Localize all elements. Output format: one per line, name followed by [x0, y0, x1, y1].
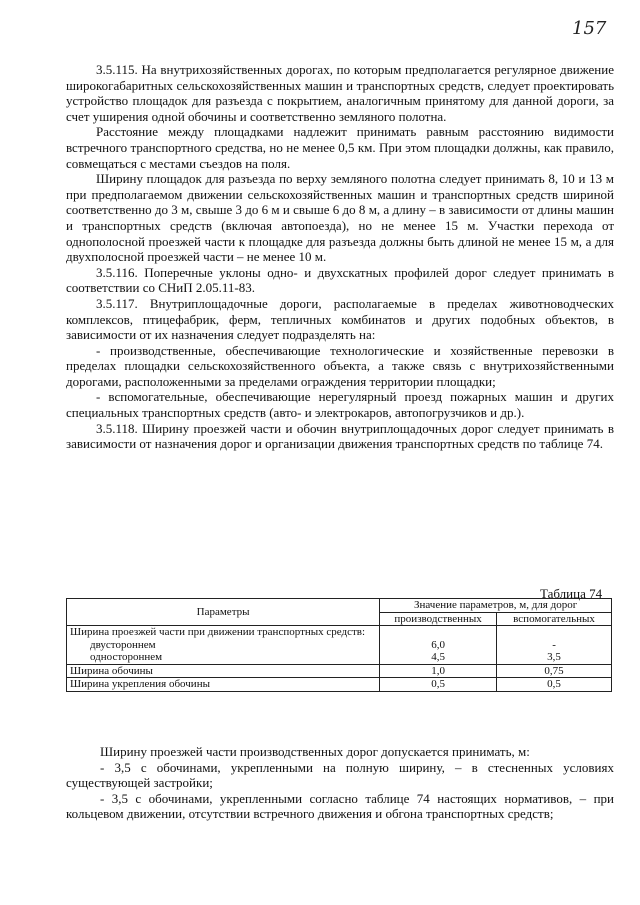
paragraph-distance: Расстояние между площадками надлежит принимать равным расстоянию видимости встречного транспортного средства, но не менее 0,5 км. При этом площадки должны, как правило, совмещаться с местами съездов на поля. [66, 124, 614, 171]
after-table-text [66, 744, 614, 822]
paragraph-3-5-118: 3.5.118. Ширину проезжей части и обочин внутриплощадочных дорог следует принимать в зависимости от назначения дорог и организации движения транспортных средств по таблице 74. [66, 420, 614, 452]
document-body [66, 62, 614, 452]
list-item-constrained: - 3,5 с обочинами, укрепленными на полную ширину, – в стесненных условиях существующей застройки; [66, 759, 614, 791]
table-row [67, 664, 612, 678]
cell-reinforcement-auxiliary: 0,5 [497, 678, 612, 692]
paragraph-allowed-width: Ширину проезжей части производственных дорог допускается принимать, м: [100, 744, 530, 759]
table-row [67, 678, 612, 692]
cell-reinforcement-production: 0,5 [380, 678, 497, 692]
cell-production-one-way: 4,5 [431, 651, 445, 663]
table-row [67, 626, 612, 665]
table-caption: Таблица 74 [540, 586, 603, 601]
row-shoulder-width: Ширина обочины [67, 664, 380, 678]
cell-shoulder-production: 1,0 [380, 664, 497, 678]
page-number: 157 [572, 18, 607, 39]
row-label: Ширина проезжей части при движении транспортных средств: [70, 626, 366, 638]
cell-auxiliary-two-way: - [552, 638, 556, 651]
parameters-table [66, 598, 612, 692]
cell-shoulder-auxiliary: 0,75 [497, 664, 612, 678]
row-shoulder-reinforcement: Ширина укрепления обочины [67, 678, 380, 692]
row-sublabel-one-way: одностороннем [90, 651, 163, 663]
paragraph-3-5-115: 3.5.115. На внутрихозяйственных дорогах, по которым предполагается регулярное движение широкогабаритных сельскохозяйственных машин и транспортных средств, следует проектировать устройство площадок для разъезда с покрытием, аналогичным принятому для данной дороги, за счет уширения одной обочины и соответственно земляного полотна. [66, 62, 614, 124]
header-values: Значение параметров, м, для дорог [380, 599, 612, 613]
paragraph-width: Ширину площадок для разъезда по верху земляного полотна следует принимать 8, 10 и 13 м при предполагаемом движении сельскохозяйственных машин и транспортных средств шириной соответственно до 3 м, свыше 3 до 6 м и свыше 6 до 8 м, а длину – в зависимости от длины машин и транспортных средств (включая автопоезда), но не менее 15 м. Участки перехода от однополосной проезжей части к площадке для разъезда должны быть длиной не менее 15 м, а для двухполосной проезжей части – не менее 10 м. [66, 171, 614, 265]
header-parameters: Параметры [67, 599, 380, 626]
table-header-row [67, 599, 612, 613]
list-item-auxiliary: - вспомогательные, обеспечивающие нерегулярный проезд пожарных машин и других специальных транспортных средств (авто- и электрокаров, автопогрузчиков и др.). [66, 389, 614, 421]
header-auxiliary: вспомогательных [497, 612, 612, 626]
row-carriageway-width [67, 626, 380, 665]
list-item-production: - производственные, обеспечивающие технологические и хозяйственные перевозки в пределах площадки сельскохозяйственного объекта, а также связь с внутрихозяйственными дорогами, расположенными за пределами ограждения территории площадки; [66, 342, 614, 389]
cell-production-values [380, 626, 497, 665]
cell-production-two-way: 6,0 [431, 638, 445, 651]
paragraph-3-5-116: 3.5.116. Поперечные уклоны одно- и двухскатных профилей дорог следует принимать в соответствии со СНиП 2.05.11-83. [66, 264, 614, 296]
list-item-ring-traffic: - 3,5 с обочинами, укрепленными согласно таблице 74 настоящих нормативов, – при кольцевом движении, отсутствии встречного движения и обгона транспортных средств; [66, 790, 614, 822]
header-production: производственных [380, 612, 497, 626]
cell-auxiliary-one-way: 3,5 [547, 651, 561, 663]
row-sublabel-two-way: двустороннем [90, 638, 156, 651]
cell-auxiliary-values [497, 626, 612, 665]
paragraph-3-5-117: 3.5.117. Внутриплощадочные дороги, располагаемые в пределах животноводческих комплексов, птицефабрик, ферм, тепличных комбинатов и других подобных объектов, в зависимости от их назначения следует подразделять на: [66, 295, 614, 343]
